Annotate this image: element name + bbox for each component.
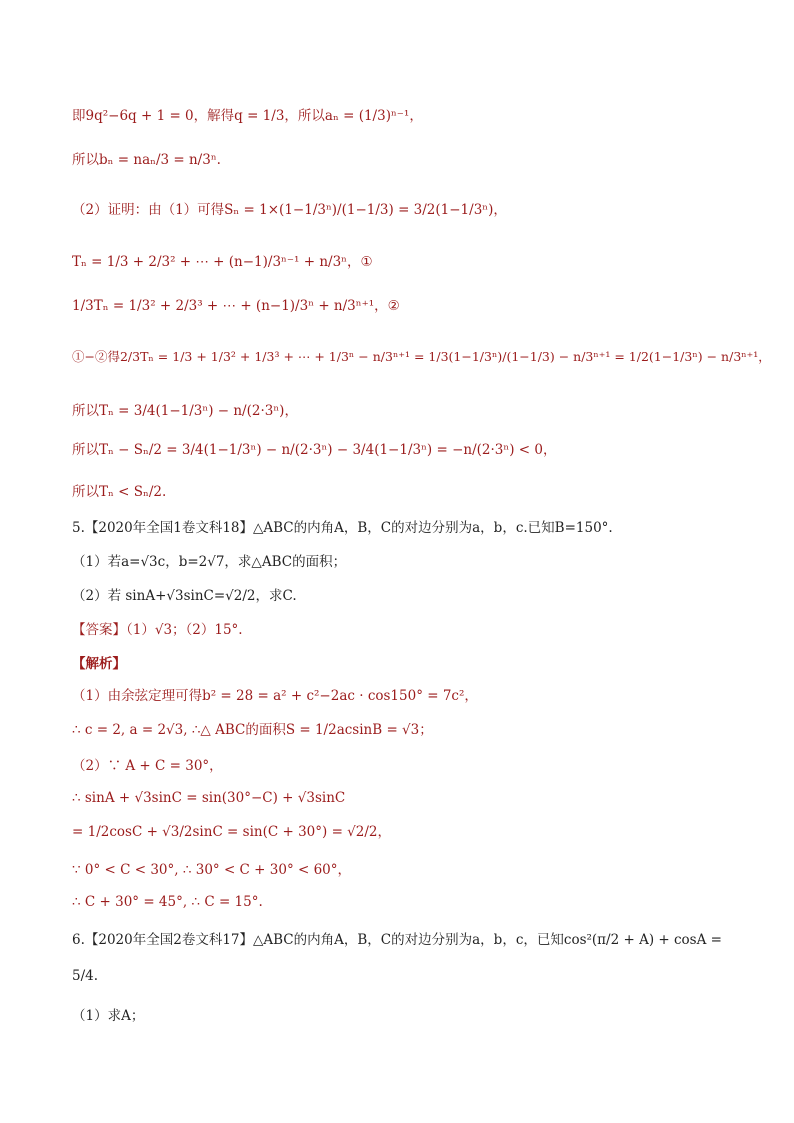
text: 所以Tₙ = 3/4(1−1/3ⁿ) − n/(2·3ⁿ)，: [72, 403, 298, 419]
text: Tₙ = 1/3 + 2/3² + ⋯ + (n−1)/3ⁿ⁻¹ + n/3ⁿ，①: [72, 254, 373, 270]
solution-line-9: [72, 482, 166, 502]
text: （1）求A；: [72, 1008, 145, 1024]
problem-6-continuation: [72, 966, 98, 986]
solution-line-5: [72, 296, 400, 316]
text: 即9q²−6q + 1 = 0，解得q = 1/3，所以aₙ = (1/3)ⁿ⁻¹，: [72, 108, 423, 124]
text: 【答案】（1）√3；（2）15°.: [72, 622, 243, 638]
text: ∴ sinA + √3sinC = sin(30°−C) + √3sinC: [72, 790, 346, 806]
solution-line-6: [72, 347, 771, 367]
problem-5-part-2: [72, 586, 297, 606]
solution-line-2: [72, 150, 221, 170]
problem-5-title: [72, 518, 613, 538]
solution-line-3: [72, 200, 507, 220]
text: （2）证明：由（1）可得Sₙ = 1×(1−1/3ⁿ)/(1−1/3) = 3/2(1−1/3ⁿ)，: [72, 202, 507, 218]
text: 【解析】: [72, 656, 126, 672]
analysis-line-1: [72, 686, 478, 706]
analysis-heading: [72, 654, 126, 674]
solution-line-7: [72, 401, 298, 421]
analysis-line-5: [72, 822, 391, 842]
text: 1/3Tₙ = 1/3² + 2/3³ + ⋯ + (n−1)/3ⁿ + n/3ⁿ⁺¹，②: [72, 298, 400, 314]
solution-line-8: [72, 440, 556, 460]
answer-line: [72, 620, 243, 640]
text: 所以Tₙ − Sₙ/2 = 3/4(1−1/3ⁿ) − n/(2·3ⁿ) − 3/4(1−1/3ⁿ) = −n/(2·3ⁿ) < 0，: [72, 442, 557, 458]
text: （1）由余弦定理可得b² = 28 = a² + c²−2ac · cos150° = 7c²，: [72, 688, 478, 704]
text: （2）若 sinA+√3sinC=√2/2，求C.: [72, 588, 297, 604]
text: 所以bₙ = naₙ/3 = n/3ⁿ.: [72, 152, 221, 168]
text: 所以Tₙ < Sₙ/2.: [72, 484, 167, 500]
solution-line-4: [72, 252, 373, 272]
analysis-line-3: [72, 756, 223, 776]
analysis-line-4: [72, 788, 345, 808]
problem-6-title: [72, 930, 722, 950]
solution-line-1: [72, 106, 423, 126]
analysis-line-6: [72, 860, 351, 880]
text: （1）若a=√3c，b=2√7，求△ABC的面积；: [72, 554, 347, 570]
text: 5/4.: [72, 968, 99, 984]
analysis-line-2: [72, 720, 433, 740]
text: ∴ C + 30° = 45°, ∴ C = 15°.: [72, 894, 263, 910]
text: ∴ c = 2, a = 2√3, ∴△ ABC的面积S = 1/2acsinB = √3；: [72, 722, 433, 738]
text: （2）∵ A + C = 30°，: [72, 758, 223, 774]
text: 6.【2020年全国2卷文科17】△ABC的内角A，B，C的对边分别为a，b，c，已知cos²(π/2 + A) + cosA =: [72, 932, 722, 948]
text: 5.【2020年全国1卷文科18】△ABC的内角A，B，C的对边分别为a，b，c.已知B=150°.: [72, 520, 613, 536]
analysis-line-7: [72, 892, 263, 912]
text: ∵ 0° < C < 30°, ∴ 30° < C + 30° < 60°，: [72, 862, 352, 878]
text: ①−②得2/3Tₙ = 1/3 + 1/3² + 1/3³ + ⋯ + 1/3ⁿ − n/3ⁿ⁺¹ = 1/3(1−1/3ⁿ)/(1−1/3) − n/3ⁿ⁺¹ = 1/2(1−1/3ⁿ) − n/3ⁿ⁺¹，: [72, 349, 771, 364]
problem-6-part-1: [72, 1006, 144, 1026]
text: = 1/2cosC + √3/2sinC = sin(C + 30°) = √2/2，: [72, 824, 392, 840]
problem-5-part-1: [72, 552, 346, 572]
